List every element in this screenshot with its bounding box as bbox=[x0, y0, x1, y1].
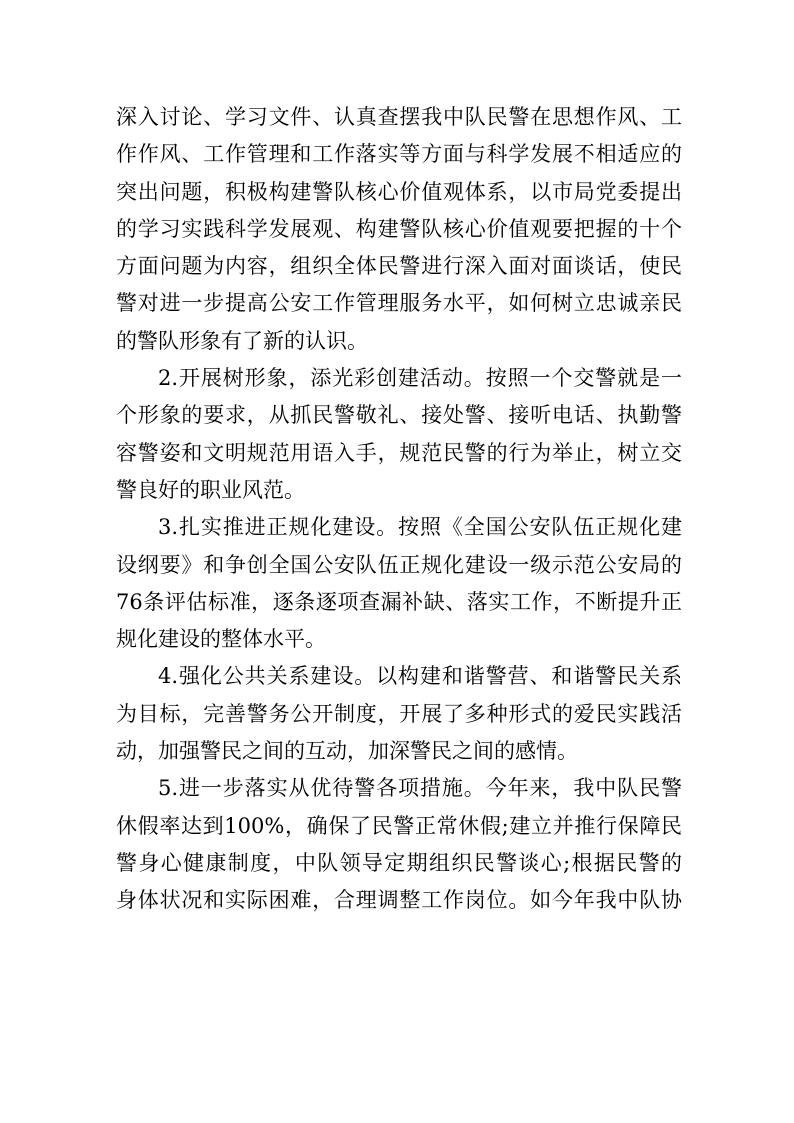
text-line: 警良好的职业风范。 bbox=[116, 477, 305, 502]
text-line: 个形象的要求，从抓民警敬礼、接处警、接听电话、执勤警 bbox=[116, 403, 682, 428]
text-line: 的警队形象有了新的认识。 bbox=[116, 328, 368, 353]
paragraph-3-start: 3.扎实推进正规化建设。按照《全国公安队伍正规化建 bbox=[158, 515, 682, 540]
document-body bbox=[116, 99, 682, 920]
text-line: 为目标，完善警务公开制度，开展了多种形式的爱民实践活 bbox=[116, 701, 682, 726]
paragraph-5-start: 5.进一步落实从优待警各项措施。今年来，我中队民警 bbox=[158, 776, 682, 801]
text-line: 身体状况和实际困难，合理调整工作岗位。如今年我中队协 bbox=[116, 888, 682, 913]
text-line: 规化建设的整体水平。 bbox=[116, 627, 326, 652]
text-line: 方面问题为内容，组织全体民警进行深入面对面谈话，使民 bbox=[116, 254, 682, 279]
text-line: 动，加强警民之间的互动，加深警民之间的感情。 bbox=[116, 739, 578, 764]
text-line: 警对进一步提高公安工作管理服务水平，如何树立忠诚亲民 bbox=[116, 291, 682, 316]
text-line: 容警姿和文明规范用语入手，规范民警的行为举止，树立交 bbox=[116, 440, 682, 465]
text-line: 设纲要》和争创全国公安队伍正规化建设一级示范公安局的 bbox=[116, 552, 682, 577]
text-line: 休假率达到100%，确保了民警正常休假;建立并推行保障民 bbox=[116, 813, 682, 838]
text-line: 突出问题，积极构建警队核心价值观体系，以市局党委提出 bbox=[116, 179, 682, 204]
text-line: 警身心健康制度，中队领导定期组织民警谈心;根据民警的 bbox=[116, 850, 682, 875]
text-line: 的学习实践科学发展观、构建警队核心价值观要把握的十个 bbox=[116, 216, 682, 241]
text-line: 深入讨论、学习文件、认真查摆我中队民警在思想作风、工 bbox=[116, 105, 682, 129]
text-line: 76条评估标准，逐条逐项查漏补缺、落实工作，不断提升正 bbox=[116, 589, 682, 614]
paragraph-2-start: 2.开展树形象，添光彩创建活动。按照一个交警就是一 bbox=[158, 366, 682, 391]
text-line: 作作风、工作管理和工作落实等方面与科学发展不相适应的 bbox=[116, 142, 682, 167]
paragraph-4-start: 4.强化公共关系建设。以构建和谐警营、和谐警民关系 bbox=[158, 664, 682, 689]
